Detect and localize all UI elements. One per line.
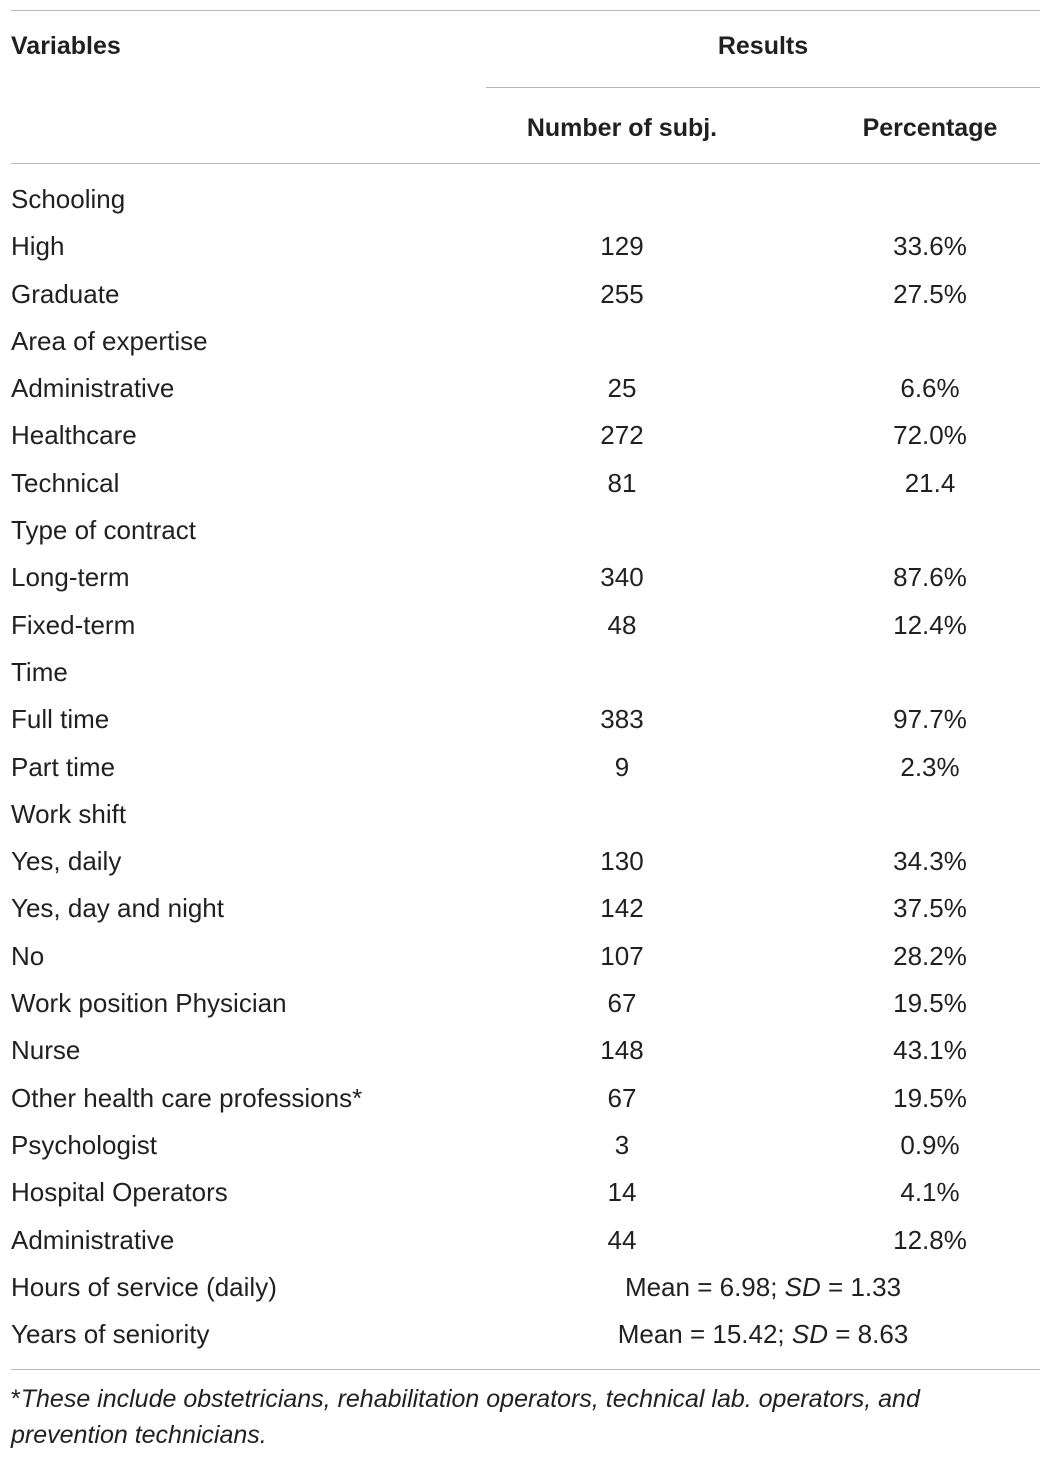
percentage-cell: 12.4% — [893, 609, 967, 640]
table-row — [11, 1026, 1040, 1073]
table-row — [11, 1263, 1040, 1310]
table-row — [11, 1074, 1040, 1121]
row-label: Technical — [11, 467, 120, 498]
percentage-cell: 37.5% — [893, 893, 967, 924]
table-row — [11, 364, 1040, 411]
percentage-cell: 0.9% — [900, 1129, 960, 1160]
results-header-rule — [486, 87, 1040, 88]
row-label: Full time — [11, 704, 110, 735]
row-label: Area of expertise — [11, 325, 208, 356]
number-cell: 25 — [607, 373, 637, 404]
number-cell: 3 — [614, 1129, 630, 1160]
summary-statistic-cell — [486, 1272, 1040, 1302]
percentage-cell: 97.7% — [893, 704, 967, 735]
row-label: Nurse — [11, 1035, 81, 1066]
number-cell: 148 — [600, 1035, 644, 1066]
percentage-cell: 27.5% — [893, 278, 967, 309]
table-top-rule — [11, 10, 1040, 11]
table-row — [11, 695, 1040, 742]
row-label: Hours of service (daily) — [11, 1271, 277, 1302]
number-cell: 67 — [607, 988, 637, 1019]
number-cell: 340 — [600, 562, 644, 593]
number-cell: 107 — [600, 940, 644, 971]
row-label: Type of contract — [11, 515, 196, 546]
row-label: No — [11, 940, 45, 971]
table-row — [11, 1168, 1040, 1215]
sd-label: SD — [784, 1271, 821, 1302]
number-cell: 67 — [607, 1082, 637, 1113]
header-number-of-subjects: Number of subj. — [526, 114, 718, 142]
row-label: Work position Physician — [11, 988, 287, 1019]
number-cell: 255 — [600, 278, 644, 309]
percentage-cell: 34.3% — [893, 846, 967, 877]
percentage-cell: 19.5% — [893, 988, 967, 1019]
row-label: Long-term — [11, 562, 130, 593]
number-cell: 129 — [600, 231, 644, 262]
number-cell: 383 — [600, 704, 644, 735]
table-row — [11, 175, 1040, 222]
percentage-cell: 28.2% — [893, 940, 967, 971]
row-label: Psychologist — [11, 1129, 157, 1160]
row-label: Schooling — [11, 184, 126, 214]
table-footnote — [11, 1381, 1043, 1453]
sd-label: SD — [791, 1319, 829, 1350]
row-label: Part time — [11, 751, 116, 782]
mean-value: Mean = 6.98; — [624, 1271, 778, 1302]
table-row — [11, 1310, 1040, 1357]
number-cell: 81 — [607, 467, 637, 498]
number-cell: 9 — [614, 751, 630, 782]
header-bottom-rule — [11, 163, 1040, 164]
table-row — [11, 884, 1040, 931]
table-row — [11, 648, 1040, 695]
row-label: Years of seniority — [11, 1319, 210, 1350]
percentage-cell: 72.0% — [893, 420, 967, 451]
percentage-cell: 19.5% — [893, 1082, 967, 1113]
row-label: Healthcare — [11, 420, 137, 451]
mean-value: Mean = 15.42; — [617, 1319, 785, 1350]
number-cell: 142 — [600, 893, 644, 924]
table-body — [11, 175, 1040, 1357]
percentage-cell: 87.6% — [893, 562, 967, 593]
table-row — [11, 1216, 1040, 1263]
table-row — [11, 411, 1040, 458]
row-label: Yes, daily — [11, 846, 122, 877]
number-cell: 272 — [600, 420, 644, 451]
percentage-cell: 2.3% — [900, 751, 960, 782]
table-row — [11, 790, 1040, 837]
row-label: Work shift — [11, 798, 127, 829]
percentage-cell: 12.8% — [893, 1224, 967, 1255]
row-label: High — [11, 231, 65, 262]
percentage-cell: 21.4 — [904, 467, 956, 498]
row-label: Fixed-term — [11, 609, 136, 640]
percentage-cell: 4.1% — [900, 1177, 960, 1208]
table-row — [11, 553, 1040, 600]
row-label: Administrative — [11, 373, 175, 404]
row-label: Yes, day and night — [11, 893, 224, 924]
table-row — [11, 222, 1040, 269]
header-variables: Variables — [11, 32, 121, 60]
table-bottom-rule — [11, 1369, 1040, 1370]
number-cell: 14 — [607, 1177, 637, 1208]
table-row — [11, 506, 1040, 553]
sd-value: = 1.33 — [828, 1271, 902, 1302]
table-row — [11, 317, 1040, 364]
number-cell: 44 — [607, 1224, 637, 1255]
row-label: Hospital Operators — [11, 1177, 228, 1208]
table-row — [11, 743, 1040, 790]
row-label: Administrative — [11, 1224, 175, 1255]
summary-statistic-cell — [486, 1319, 1040, 1349]
table-row — [11, 1121, 1040, 1168]
footnote-marker: * — [11, 1385, 21, 1413]
number-cell: 48 — [607, 609, 637, 640]
percentage-cell: 43.1% — [893, 1035, 967, 1066]
row-label: Graduate — [11, 278, 120, 309]
percentage-cell: 33.6% — [893, 231, 967, 262]
row-label: Other health care professions* — [11, 1082, 363, 1113]
sd-value: = 8.63 — [835, 1319, 909, 1350]
table-row — [11, 979, 1040, 1026]
footnote-text: These include obstetricians, rehabilitation operators, technical lab. operators, and prevention technicians. — [11, 1385, 920, 1449]
row-label: Time — [11, 656, 68, 687]
number-cell: 130 — [600, 846, 644, 877]
table-row — [11, 601, 1040, 648]
percentage-cell: 6.6% — [900, 373, 960, 404]
header-results: Results — [717, 32, 809, 60]
table-row — [11, 459, 1040, 506]
header-percentage: Percentage — [862, 114, 998, 142]
table-row — [11, 270, 1040, 317]
table-row — [11, 932, 1040, 979]
table-row — [11, 837, 1040, 884]
